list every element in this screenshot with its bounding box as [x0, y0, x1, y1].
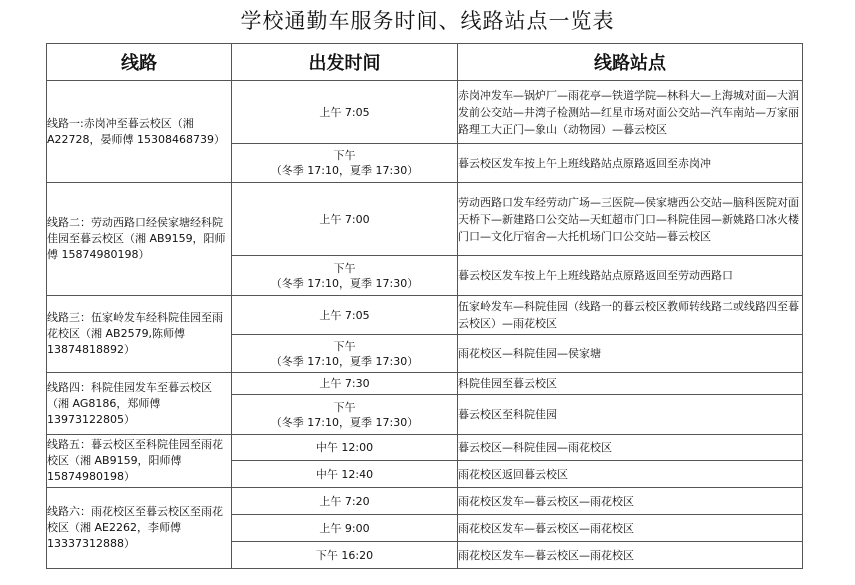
header-stops: 线路站点 [458, 44, 803, 81]
trip-stops: 伍家岭发车—科院佳园（线路一的暮云校区教师转线路二或线路四至暮云校区）—雨花校区 [458, 296, 803, 335]
trip-time-label: 上午 7:20 [319, 494, 370, 508]
trip-stops: 雨花校区发车—暮云校区—雨花校区 [458, 488, 803, 515]
trip-time [232, 81, 458, 144]
trip-stops: 暮云校区至科院佳园 [458, 395, 803, 435]
route-2-name: 线路二：劳动西路口经侯家塘经科院佳园至暮云校区（湘 AB9159，阳师傅 15874980198） [47, 183, 232, 296]
route-6-name: 线路六：雨花校区至暮云校区至雨花校区（湘 AE2262，李师傅 13337312888） [47, 488, 232, 569]
trip-time-label: 上午 7:30 [319, 377, 370, 390]
trip-time-label: 下午 [333, 149, 356, 162]
trip-stops: 暮云校区发车按上午上班线路站点原路返回至劳动西路口 [458, 256, 803, 296]
trip-time-label: 中午 12:00 [315, 441, 374, 454]
trip-stops: 赤岗冲发车—锅炉厂—雨花亭—铁道学院—林科大—上海城对面—大润发前公交站—井湾子检测站—红星市场对面公交站—汽车南站—万家丽路理工大正门—象山（动物园）—暮云校区 [458, 81, 803, 144]
trip-time-label: 下午 16:20 [315, 548, 374, 562]
trip-stops: 雨花校区发车—暮云校区—雨花校区 [458, 515, 803, 542]
table-row [47, 81, 803, 144]
trip-time-note: （冬季 17:10，夏季 17:30） [270, 354, 419, 368]
trip-time-label: 中午 12:40 [315, 467, 374, 481]
trip-stops: 科院佳园至暮云校区 [458, 373, 803, 395]
trip-time-label: 上午 7:05 [319, 105, 370, 119]
trip-stops: 雨花校区—科院佳园—侯家塘 [458, 335, 803, 373]
trip-stops: 雨花校区返回暮云校区 [458, 461, 803, 488]
trip-time-label: 上午 7:00 [319, 212, 370, 226]
trip-time [232, 373, 458, 395]
trip-time-label: 下午 [333, 400, 356, 414]
trip-time-note: （冬季 17:10，夏季 17:30） [270, 415, 419, 429]
trip-time-label: 上午 7:05 [319, 308, 370, 322]
header-row [47, 44, 803, 81]
table-row [47, 488, 803, 515]
trip-time [232, 335, 458, 373]
trip-time [232, 488, 458, 515]
trip-time-note: （冬季 17:10，夏季 17:30） [270, 276, 419, 290]
trip-time [232, 461, 458, 488]
trip-time [232, 395, 458, 435]
trip-time [232, 183, 458, 256]
route-1-name: 线路一:赤岗冲至暮云校区（湘 A22728，晏师傅 15308468739） [47, 81, 232, 183]
schedule-table [46, 43, 803, 569]
trip-time-label: 上午 9:00 [319, 521, 370, 535]
trip-time [232, 515, 458, 542]
trip-stops: 劳动西路口发车经劳动广场—三医院—侯家塘西公交站—脑科医院对面天桥下—新建路口公交站—天虹超市门口—科院佳园—新姚路口冰火楼门口—文化厅宿舍—大托机场门口公交站—暮云校区 [458, 183, 803, 256]
trip-time-label: 下午 [333, 339, 356, 353]
trip-time [232, 435, 458, 461]
trip-time [232, 542, 458, 569]
trip-time-label: 下午 [333, 261, 356, 275]
trip-time-note: （冬季 17:10，夏季 17:30） [270, 164, 419, 177]
trip-stops: 暮云校区—科院佳园—雨花校区 [458, 435, 803, 461]
table-row [47, 373, 803, 395]
trip-time [232, 256, 458, 296]
table-row [47, 183, 803, 256]
route-5-name: 线路五：暮云校区至科院佳园至雨花校区（湘 AB9159，阳师傅 15874980198） [47, 435, 232, 488]
table-row [47, 435, 803, 461]
header-route: 线路 [47, 44, 232, 81]
trip-stops: 暮云校区发车按上午上班线路站点原路返回至赤岗冲 [458, 144, 803, 183]
page-title: 学校通勤车服务时间、线路站点一览表 [240, 9, 615, 33]
trip-stops: 雨花校区发车—暮云校区—雨花校区 [458, 542, 803, 569]
route-4-name: 线路四：科院佳园发车至暮云校区（湘 AG8186，郑师傅 13973122805） [47, 373, 232, 435]
trip-time [232, 144, 458, 183]
header-time: 出发时间 [232, 44, 458, 81]
table-row [47, 296, 803, 335]
trip-time [232, 296, 458, 335]
route-3-name: 线路三：伍家岭发车经科院佳园至雨花校区（湘 AB2579,陈师傅 13874818892） [47, 296, 232, 373]
